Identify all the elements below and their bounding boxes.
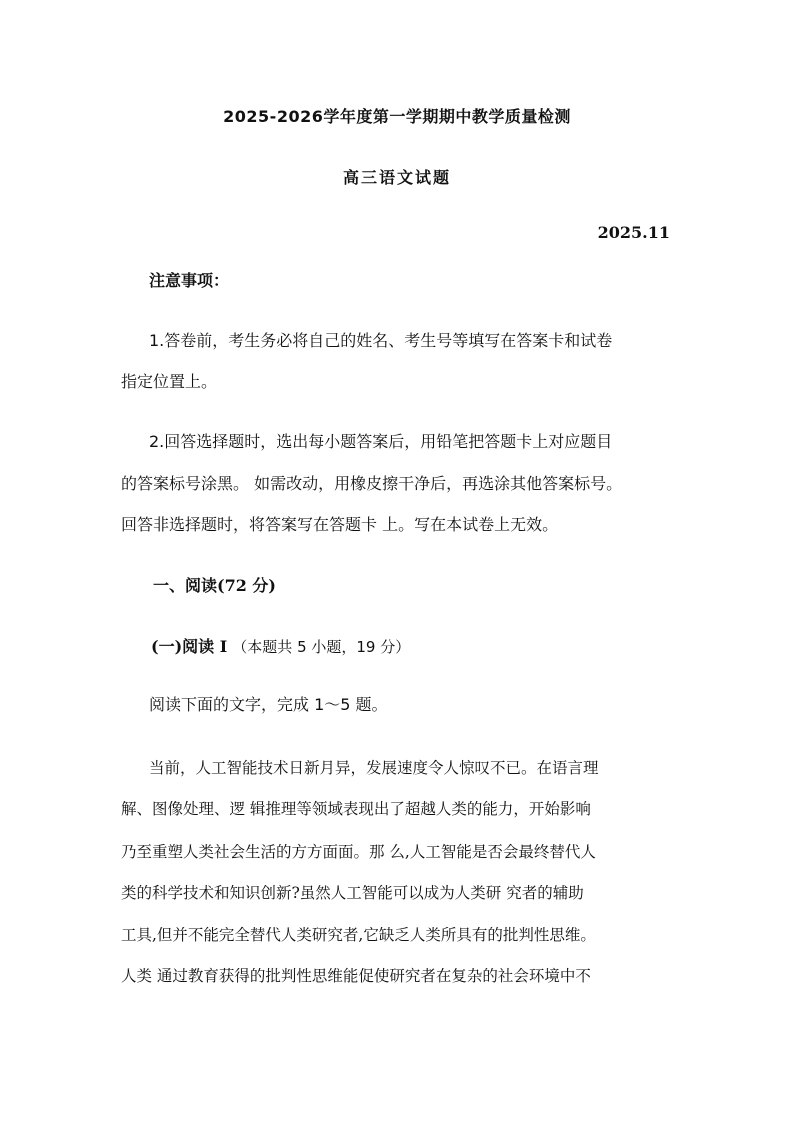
- section-heading: 一、阅读(72 分): [153, 576, 276, 595]
- sub-section-heading: [151, 636, 410, 658]
- passage-line: 当前，人工智能技术日新月异，发展速度令人惊叹不已。在语言理: [149, 759, 599, 777]
- notice-item-2-line-1: 2.回答选择题时，选出每小题答案后，用铅笔把答题卡上对应题目: [149, 432, 613, 451]
- exam-subtitle: 高三语文试题: [342, 168, 451, 187]
- exam-date: 2025.11: [597, 223, 670, 242]
- notice-item-2-line-3: 回答非选择题时，将答案写在答题卡 上。写在本试卷上无效。: [121, 515, 559, 534]
- reading-instruction: 阅读下面的文字，完成 1～5 题。: [149, 695, 388, 714]
- sub-section-title: (一)阅读 I: [151, 637, 228, 656]
- exam-title: 2025-2026学年度第一学期期中教学质量检测: [223, 107, 571, 126]
- notice-heading: 注意事项：: [149, 271, 230, 290]
- passage-line: 乃至重塑人类社会生活的方方面面。那 么,人工智能是否会最终替代人: [121, 843, 596, 861]
- notice-item-1-line-1: 1.答卷前，考生务必将自己的姓名、考生号等填写在答案卡和试卷: [149, 331, 613, 350]
- passage-line: 类的科学技术和知识创新?虽然人工智能可以成为人类研 究者的辅助: [121, 884, 584, 902]
- sub-section-note: （本题共 5 小题，19 分）: [232, 638, 411, 656]
- notice-item-2-line-2: 的答案标号涂黑。 如需改动，用橡皮擦干净后，再选涂其他答案标号。: [121, 474, 623, 493]
- passage-line: 工具,但并不能完全替代人类研究者,它缺乏人类所具有的批判性思维。: [121, 926, 596, 944]
- passage-line: 人类 通过教育获得的批判性思维能促使研究者在复杂的社会环境中不: [121, 967, 591, 985]
- notice-item-1-line-2: 指定位置上。: [121, 372, 218, 391]
- passage-line: 解、图像处理、逻 辑推理等领域表现出了超越人类的能力，开始影响: [121, 800, 591, 818]
